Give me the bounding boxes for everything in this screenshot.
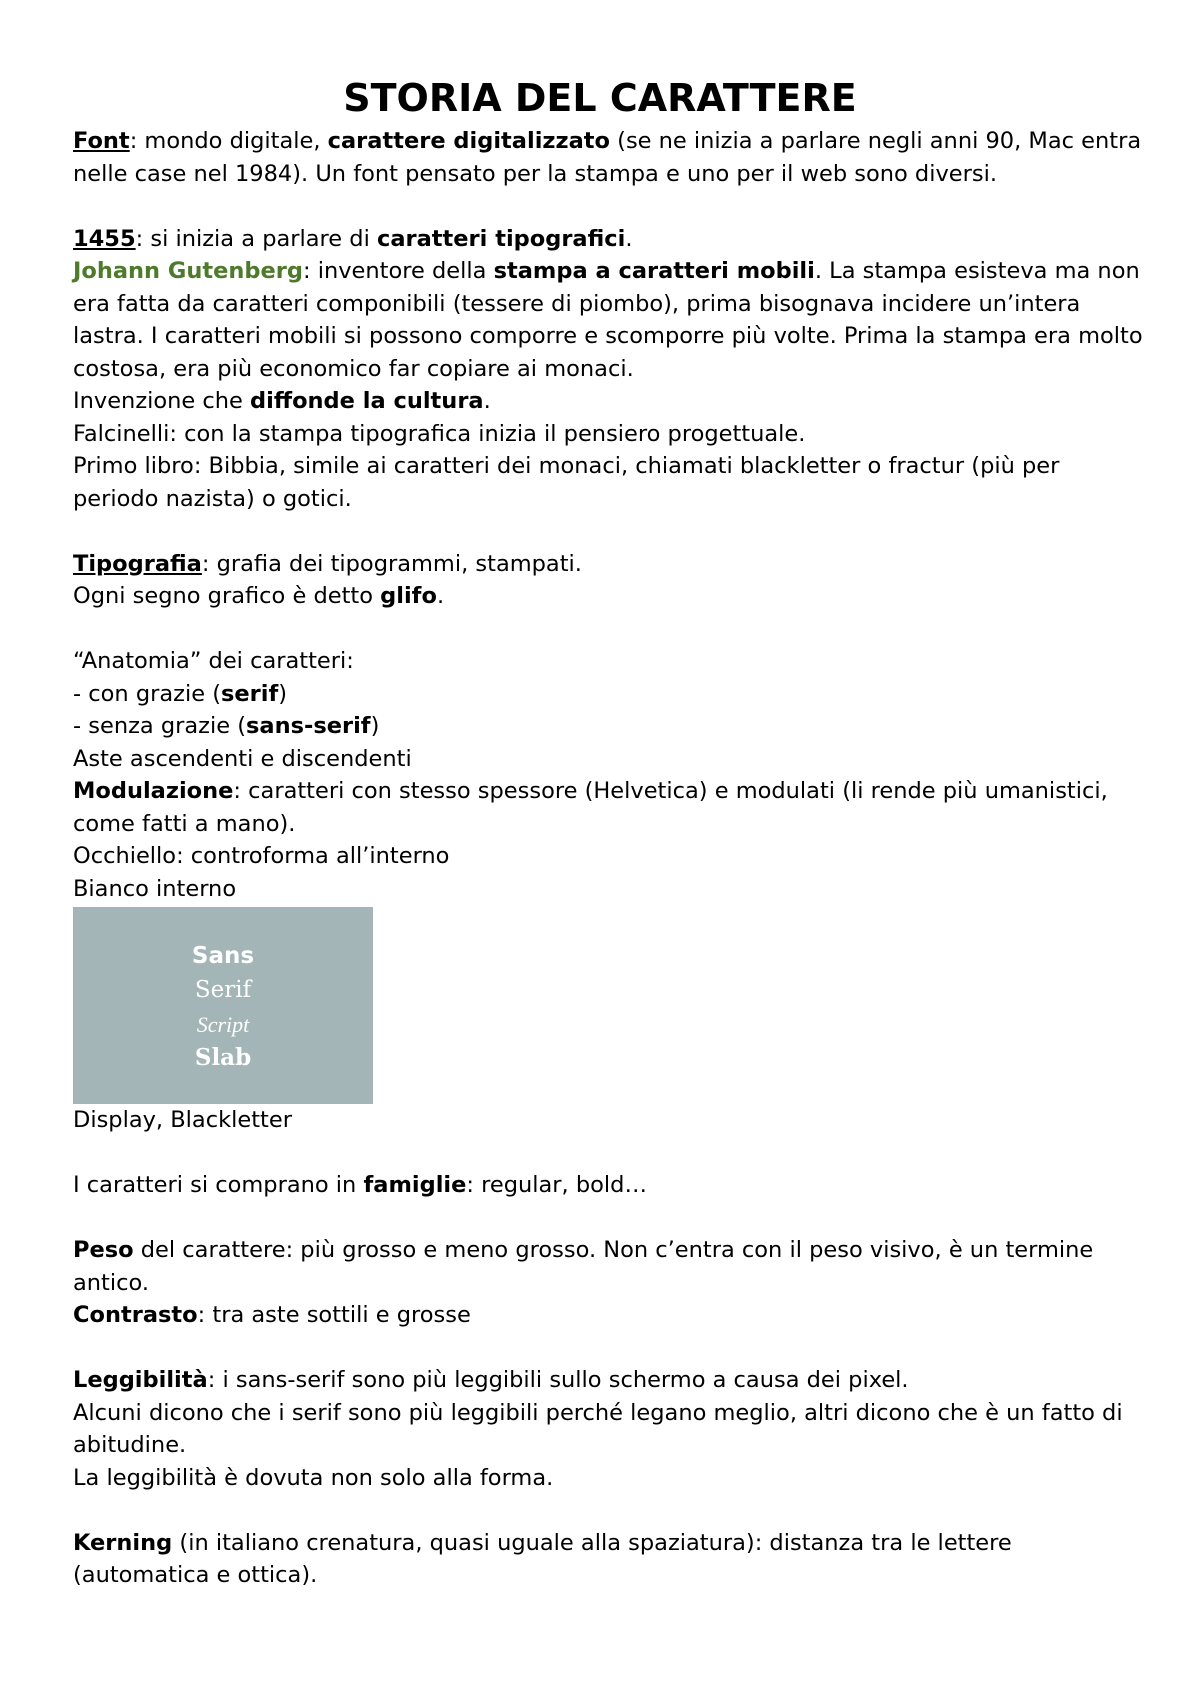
- spacer: [73, 1494, 1143, 1527]
- forma-line: La leggibilità è dovuta non solo alla forma.: [73, 1464, 554, 1491]
- document-title: STORIA DEL CARATTERE: [343, 76, 857, 120]
- serif-item: [73, 678, 1143, 711]
- famiglie-bold: famiglie: [363, 1172, 467, 1198]
- tipografia-text: : grafia dei tipogrammi, stampati.: [201, 550, 582, 577]
- display-line: Display, Blackletter: [73, 1107, 292, 1133]
- famiglie-text-1: I caratteri si comprano in: [73, 1172, 364, 1198]
- anatomia-line: “Anatomia” dei caratteri:: [73, 648, 354, 674]
- figure-label-serif: Serif: [194, 977, 252, 1003]
- invenzione-line: [73, 385, 1143, 418]
- leggibilita-line: [73, 1364, 1143, 1397]
- document-body: [73, 125, 1143, 1592]
- spacer: [73, 515, 1143, 548]
- spacer: [73, 613, 1143, 646]
- contrasto-text: : tra aste sottili e grosse: [197, 1302, 471, 1328]
- famiglie-line: [73, 1169, 1143, 1202]
- bianco-line: Bianco interno: [73, 875, 237, 902]
- spacer: [73, 190, 1143, 223]
- gutenberg-name: Johann Gutenberg: [73, 258, 303, 284]
- peso-text: del carattere: più grosso e meno grosso. Non c’entra con il peso visivo, è un termine antico.: [73, 1237, 1094, 1296]
- invenzione-text-1: Invenzione che: [73, 388, 251, 414]
- typeface-figure-wrap: [73, 905, 1143, 1104]
- serif-text-2: ): [278, 680, 288, 707]
- kerning-text: (in italiano crenatura, quasi uguale alla spaziatura): distanza tra le lettere (automatica e ottica).: [73, 1529, 1012, 1588]
- glifo-text-1: Ogni segno grafico è detto: [73, 583, 381, 609]
- figure-label-slab: Slab: [194, 1044, 252, 1071]
- glifo-line: [73, 580, 1143, 613]
- serif-bold: serif: [220, 680, 279, 707]
- falcinelli-line: Falcinelli: con la stampa tipografica inizia il pensiero progettuale.: [73, 420, 806, 447]
- invenzione-bold: diffonde la cultura: [250, 388, 484, 414]
- year-term: 1455: [73, 225, 136, 252]
- modulazione-bold: Modulazione: [73, 778, 234, 804]
- famiglie-text-2: : regular, bold…: [466, 1172, 647, 1198]
- figure-label-script: Script: [196, 1012, 250, 1037]
- modulazione-text: : caratteri con stesso spessore (Helvetica) e modulati (li rende più umanistici, come fatti a mano).: [73, 778, 1108, 837]
- sans-text-1: - senza grazie (: [73, 713, 247, 739]
- occhiello-line: Occhiello: controforma all’interno: [73, 843, 450, 869]
- spacer: [73, 1137, 1143, 1170]
- invenzione-text-2: .: [483, 388, 491, 414]
- gutenberg-bold: stampa a caratteri mobili: [493, 258, 815, 284]
- leggibilita-bold: Leggibilità: [73, 1367, 208, 1393]
- font-bold: carattere digitalizzato: [327, 128, 611, 154]
- tipografia-line: [73, 548, 1143, 581]
- spacer: [73, 1332, 1143, 1365]
- gutenberg-text-1: : inventore della: [303, 258, 494, 284]
- contrasto-line: [73, 1299, 1143, 1332]
- glifo-bold: glifo: [380, 583, 437, 609]
- year-bold: caratteri tipografici: [376, 225, 626, 252]
- kerning-bold: Kerning: [73, 1529, 173, 1556]
- gutenberg-paragraph: [73, 255, 1143, 385]
- kerning-paragraph: [73, 1527, 1143, 1592]
- font-text-2: (se ne inizia a parlare negli anni 90, Mac entra nelle case nel 1984). Un font pensato per la stampa e uno per il web sono diversi.: [73, 128, 1142, 187]
- sans-text-2: ): [370, 713, 380, 739]
- font-text-1: : mondo digitale,: [129, 128, 328, 154]
- serif-text-1: - con grazie (: [73, 680, 221, 707]
- primo-libro-paragraph: Primo libro: Bibbia, simile ai caratteri dei monaci, chiamati blackletter o fractur (più per periodo nazista) o gotici.: [73, 453, 1060, 512]
- aste-line: Aste ascendenti e discendenti: [73, 745, 412, 772]
- year-paragraph: [73, 223, 1143, 256]
- contrasto-bold: Contrasto: [73, 1302, 198, 1328]
- spacer: [73, 1202, 1143, 1235]
- modulazione-paragraph: [73, 775, 1143, 840]
- sans-item: [73, 710, 1143, 743]
- typeface-categories-image: [73, 907, 373, 1104]
- sans-bold: sans-serif: [246, 713, 371, 739]
- year-text-1: : si inizia a parlare di: [135, 225, 377, 252]
- peso-paragraph: [73, 1234, 1143, 1299]
- font-paragraph: [73, 125, 1143, 190]
- glifo-text-2: .: [436, 583, 445, 609]
- font-term: Font: [73, 128, 130, 154]
- gutenberg-text-2: . La stampa esisteva ma non era fatta da caratteri componibili (tessere di piombo), prima bisognava incidere un’intera lastra. I caratteri mobili si possono comporre e scomporre più volte. Prima la stampa era molto costosa, era più economico far copiare ai monaci.: [73, 258, 1143, 382]
- alcuni-paragraph: Alcuni dicono che i serif sono più leggibili perché legano meglio, altri dicono che è un fatto di abitudine.: [73, 1399, 1123, 1458]
- tipografia-term: Tipografia: [73, 550, 202, 577]
- peso-bold: Peso: [73, 1237, 134, 1263]
- year-text-2: .: [625, 225, 633, 252]
- leggibilita-text: : i sans-serif sono più leggibili sullo schermo a causa dei pixel.: [207, 1367, 909, 1393]
- figure-label-sans: Sans: [191, 943, 255, 969]
